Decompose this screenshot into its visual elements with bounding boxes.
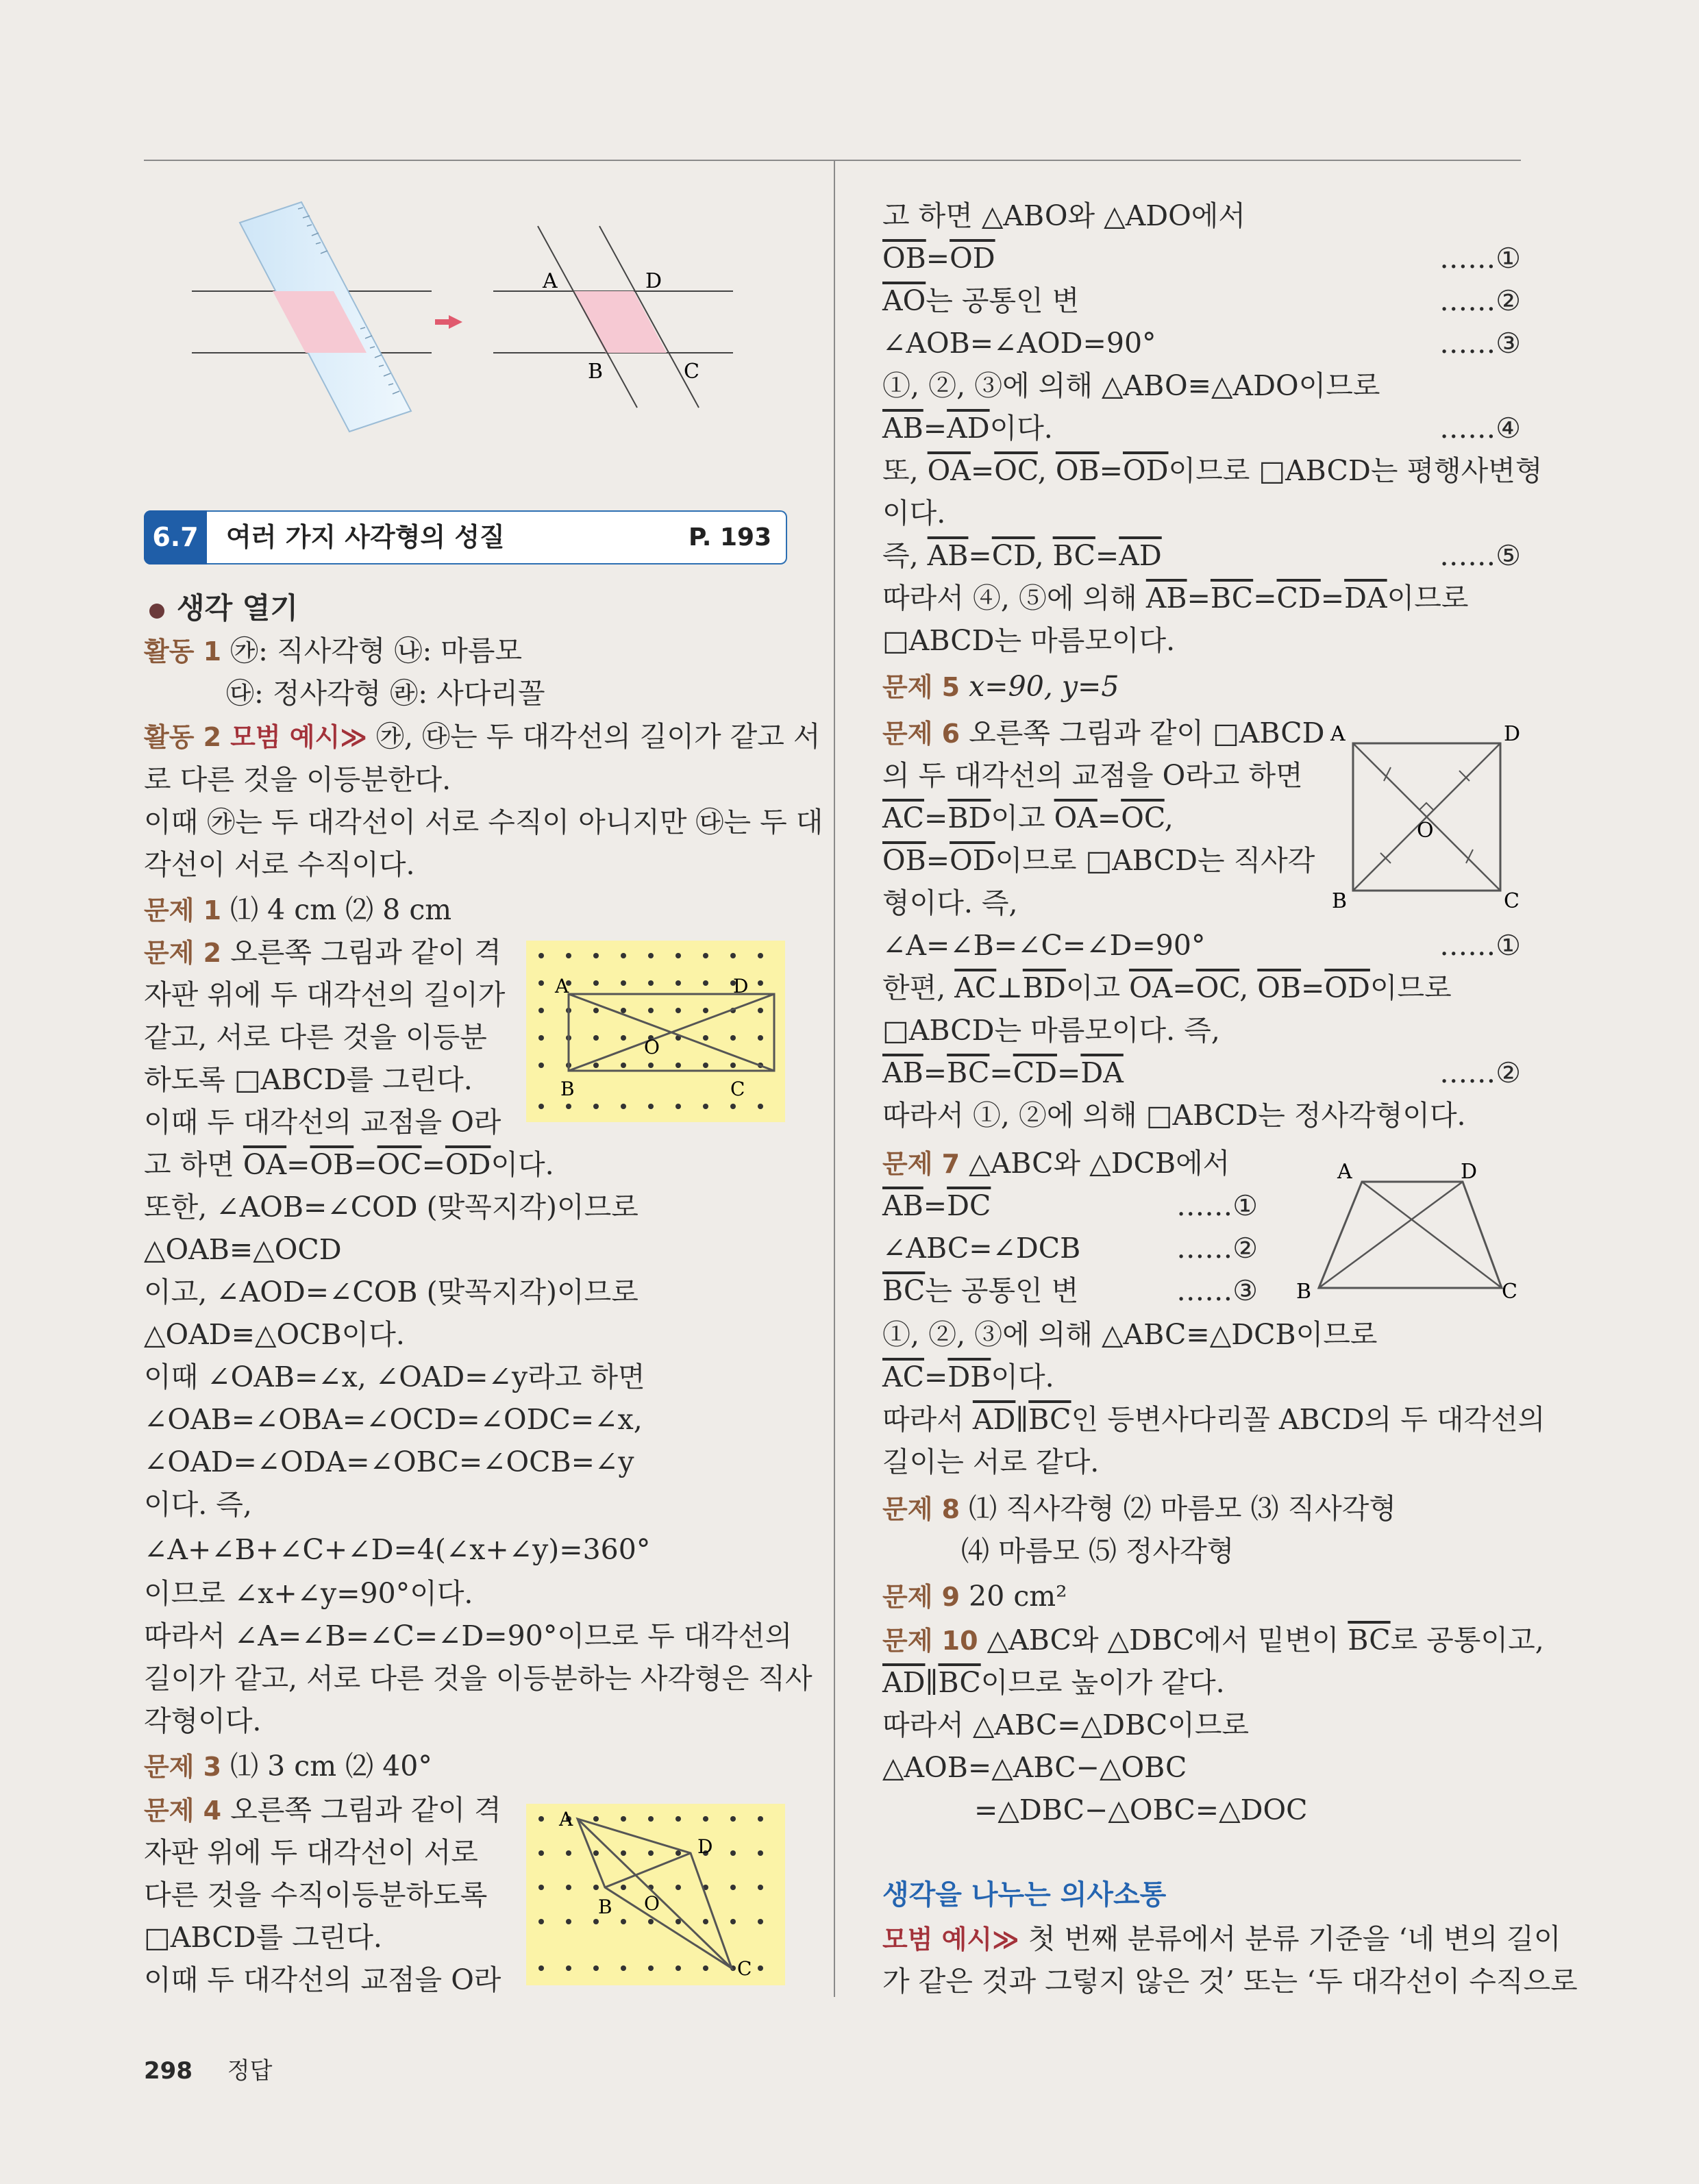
problem-4-line1: 문제 4 오른쪽 그림과 같이 격 [144,1794,501,1826]
thinking-heading: 생각 열기 [149,588,298,629]
svg-text:D: D [697,1835,713,1858]
text-line: 각형이다. [144,1704,262,1737]
problem-2-line1: 문제 2 오른쪽 그림과 같이 격 [144,936,501,969]
equation-line: $\overline{AB}=\overline{DC}$ ……① [882,1189,1258,1222]
equation-line: 즉, $\overline{AB}=\overline{CD}$, $\overline{BC}=\overline{AD}$ ……⑤ [882,539,1521,572]
svg-text:B: B [1296,1280,1312,1304]
text-line: ①, ②, ③에 의해 △ABO≡△ADO이므로 [882,369,1380,402]
svg-text:D: D [1504,722,1521,746]
text-line: 이때 ㉮는 두 대각선이 서로 수직이 아니지만 ㉰는 두 대 [144,806,823,839]
activity-1-line2: ㉰: 정사각형 ㉱: 사다리꼴 [226,677,545,710]
ruler-parallelogram-figure [185,199,747,438]
text-line: 이므로 ∠x+∠y=90°이다. [144,1577,473,1610]
equation-line: ∠AOB=∠AOD=90° ……③ [882,327,1521,360]
problem-1: 문제 1 ⑴ 4 cm ⑵ 8 cm [144,893,452,926]
section-page-ref: P. 193 [689,523,772,551]
svg-text:O: O [644,1892,660,1915]
text-line: 이때 두 대각선의 교점을 O라 [144,1106,501,1139]
problem-10-line1: 문제 10 △ABC와 △DBC에서 밑변이 $\overline{BC}$로 공통이고, [882,1624,1544,1656]
text-line: 길이는 서로 같다. [882,1445,1100,1478]
equation-line: ∠A=∠B=∠C=∠D=90° ……① [882,929,1521,962]
communication-line1: 모범 예시≫ 첫 번째 분류에서 분류 기준을 ‘네 변의 길이 [882,1922,1561,1955]
equation-line: $\overline{AD}\parallel\overline{BC}$이므로 높이가 같다. [882,1666,1225,1699]
text-line: ①, ②, ③에 의해 △ABC≡△DCB이므로 [882,1318,1378,1351]
text-line: □ABCD는 마름모이다. [882,624,1176,657]
equation-line: 한편, $\overline{AC}\perp\overline{BD}$이고 $\overline{OA}=\overline{OC}$, $\overline{OB}=\overline{OD}$이므로 [882,971,1452,1004]
text-line: 이때 ∠OAB=∠x, ∠OAD=∠y라고 하면 [144,1361,645,1393]
problem-3: 문제 3 ⑴ 3 cm ⑵ 40° [144,1750,432,1783]
activity-2-line1: 활동 2 모범 예시≫ ㉮, ㉰는 두 대각선의 길이가 같고 서 [144,720,821,753]
svg-text:B: B [1332,889,1348,913]
equation-line: $\overline{AB}=\overline{BC}=\overline{CD}=\overline{DA}$ ……② [882,1056,1521,1089]
equation-line: $\overline{BC}$는 공통인 변 ……③ [882,1274,1258,1307]
label-a: A [543,269,558,293]
text-line: 로 다른 것을 이등분한다. [144,763,451,796]
bullet-icon [149,604,164,619]
text-line: □ABCD는 마름모이다. 즉, [882,1014,1220,1047]
label-b: B [588,360,604,384]
label-d: D [645,269,662,293]
page-footer [144,2052,273,2085]
page-number: 298 [144,2057,193,2085]
communication-heading: 생각을 나누는 의사소통 [882,1879,1167,1911]
text-line: △AOB=△ABC−△OBC [882,1751,1187,1784]
text-line: 같고, 서로 다른 것을 이등분 [144,1021,487,1054]
text-line: 길이가 같고, 서로 다른 것을 이등분하는 사각형은 직사 [144,1662,813,1695]
svg-text:C: C [730,1078,745,1100]
problem-6-line1: 문제 6 오른쪽 그림과 같이 □ABCD [882,717,1325,749]
text-line: 따라서 ∠A=∠B=∠C=∠D=90°이므로 두 대각선의 [144,1620,793,1652]
text-line: △OAD≡△OCB이다. [144,1318,405,1351]
equation-line: $\overline{AO}$는 공통인 변 ……② [882,284,1521,317]
equation-line: 고 하면 $\overline{OA}=\overline{OB}=\overline{OC}=\overline{OD}$이다. [144,1148,554,1181]
svg-text:C: C [737,1957,752,1980]
text-line: 고 하면 △ABO와 △ADO에서 [882,199,1246,232]
equation-line: 따라서 $\overline{AD}\parallel\overline{BC}$인 등변사다리꼴 ABCD의 두 대각선의 [882,1403,1546,1436]
label-c: C [684,360,699,384]
text-line: 자판 위에 두 대각선의 길이가 [144,978,506,1011]
svg-text:B: B [598,1896,612,1918]
text-line: 자판 위에 두 대각선이 서로 [144,1836,478,1869]
text-line: 각선이 서로 수직이다. [144,848,415,881]
text-line: ∠OAD=∠ODA=∠OBC=∠OCB=∠y [144,1445,634,1478]
text-line: 하도록 □ABCD를 그린다. [144,1063,473,1096]
svg-text:A: A [555,975,569,997]
svg-text:O: O [1417,819,1434,843]
section-title: 여러 가지 사각형의 성질 [226,522,505,552]
svg-text:A: A [1337,1160,1352,1184]
text-line: □ABCD를 그린다. [144,1921,382,1954]
svg-text:C: C [1504,889,1520,913]
text-line: 의 두 대각선의 교점을 O라고 하면 [882,759,1303,792]
svg-text:O: O [644,1036,660,1058]
problem-9: 문제 9 20 cm² [882,1580,1067,1613]
equation-line: $\overline{OB}=\overline{OD}$이므로 □ABCD는 직사각 [882,844,1315,877]
problem-8-line2: ⑷ 마름모 ⑸ 정사각형 [961,1535,1235,1567]
grid-rhombus-figure [526,1804,785,1985]
square-diagonals-figure [1322,716,1521,915]
text-line: 이때 두 대각선의 교점을 O라 [144,1963,501,1996]
text-line: 따라서 △ABC=△DBC이므로 [882,1709,1250,1741]
activity-1-line1: 활동 1 ㉮: 직사각형 ㉯: 마름모 [144,634,523,667]
svg-text:A: A [559,1808,573,1831]
top-rule [144,160,1521,161]
problem-8-line1: 문제 8 ⑴ 직사각형 ⑵ 마름모 ⑶ 직사각형 [882,1492,1396,1525]
text-line: 이다. [882,497,946,530]
text-line: 따라서 ①, ②에 의해 □ABCD는 정사각형이다. [882,1099,1466,1132]
svg-text:C: C [1502,1280,1517,1304]
grid-rectangle-figure [526,941,785,1122]
svg-text:A: A [1330,722,1345,746]
text-line: 형이다. 즉, [882,886,1018,919]
problem-7-line1: 문제 7 △ABC와 △DCB에서 [882,1147,1230,1180]
text-line: 다른 것을 수직이등분하도록 [144,1878,488,1911]
equation-line: $\overline{AC}=\overline{BD}$이고 $\overline{OA}=\overline{OC}$, [882,802,1174,834]
column-divider [834,161,835,1997]
text-line: 가 같은 것과 그렇지 않은 것’ 또는 ‘두 대각선이 수직으로 [882,1965,1578,1998]
text-line: =△DBC−△OBC=△DOC [974,1794,1308,1826]
text-line: 이고, ∠AOD=∠COB (맞꼭지각)이므로 [144,1276,638,1308]
equation-line: $\overline{OB}=\overline{OD}$ ……① [882,242,1521,275]
equation-line: $\overline{AC}=\overline{DB}$이다. [882,1361,1054,1393]
problem-5: 문제 5 x=90, y=5 [882,670,1119,703]
trapezoid-figure [1288,1151,1521,1308]
text-line: ∠OAB=∠OBA=∠OCD=∠ODC=∠x, [144,1403,643,1436]
svg-text:B: B [560,1078,575,1100]
section-number: 6.7 [144,510,207,564]
text-line: 또한, ∠AOB=∠COD (맞꼭지각)이므로 [144,1191,638,1224]
text-line: △OAB≡△OCD [144,1233,342,1266]
svg-text:D: D [1461,1160,1478,1184]
svg-text:D: D [733,975,749,997]
equation-line: 또, $\overline{OA}=\overline{OC}$, $\overline{OB}=\overline{OD}$이므로 □ABCD는 평행사변형 [882,454,1543,487]
equation-line: $\overline{AB}=\overline{AD}$이다. ……④ [882,412,1521,445]
equation-line: ∠ABC=∠DCB ……② [882,1232,1258,1265]
equation-line: 따라서 ④, ⑤에 의해 $\overline{AB}=\overline{BC}=\overline{CD}=\overline{DA}$이므로 [882,582,1469,615]
footer-label: 정답 [227,2057,273,2085]
text-line: 이다. 즉, [144,1488,252,1521]
text-line: ∠A+∠B+∠C+∠D=4(∠x+∠y)=360° [144,1533,651,1566]
